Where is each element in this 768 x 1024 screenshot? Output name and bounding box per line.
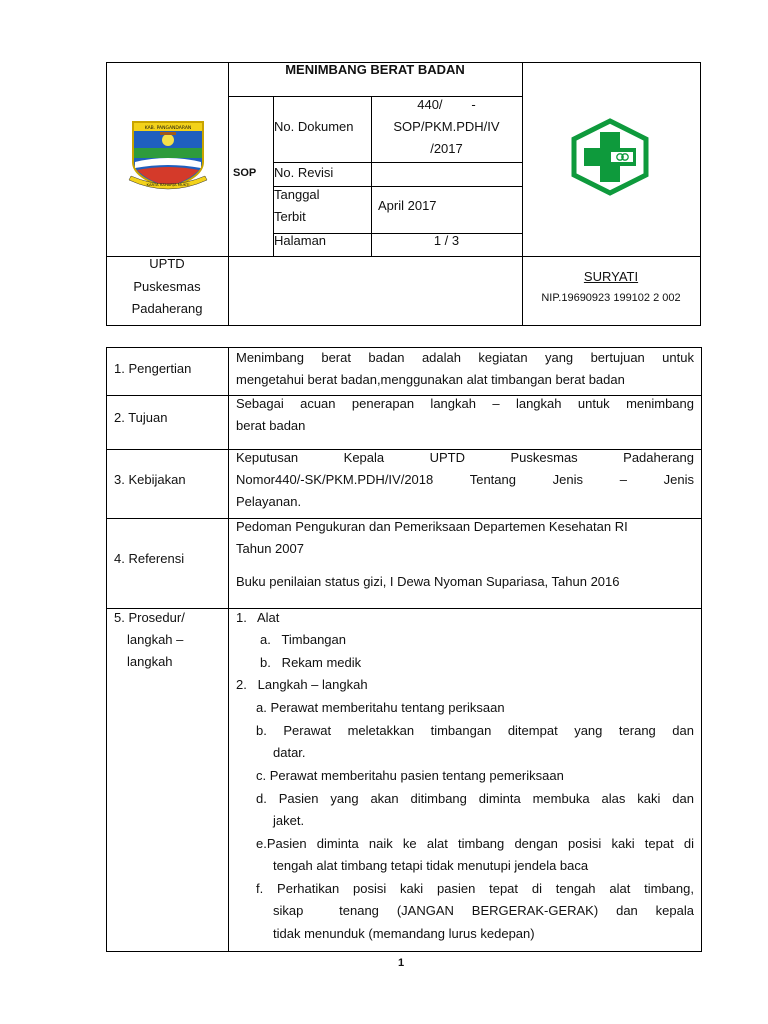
field-label-no-revisi: No. Revisi — [274, 165, 334, 180]
field-value-no-dokumen-2: SOP/PKM.PDH/IV — [393, 119, 500, 134]
pengertian-line-2: mengetahui berat badan,menggunakan alat timbangan berat badan — [236, 372, 625, 387]
section-label-tujuan: 2. Tujuan — [114, 410, 168, 425]
section-label-pengertian: 1. Pengertian — [114, 361, 192, 376]
org-line-1: UPTD — [149, 256, 185, 271]
document-title: MENIMBANG BERAT BADAN — [285, 62, 465, 77]
table-row — [107, 348, 702, 396]
table-row — [107, 396, 702, 450]
table-row — [107, 609, 702, 952]
table-row — [107, 450, 702, 519]
field-label-tanggal: Tanggal — [274, 187, 320, 202]
prosedur-line: a. Perawat memberitahu tentang periksaan — [256, 700, 505, 715]
org-line-3: Padaherang — [131, 301, 203, 316]
referensi-line-2: Tahun 2007 — [236, 541, 304, 556]
regency-emblem-logo — [127, 118, 209, 192]
prosedur-line: datar. — [273, 745, 306, 760]
pengertian-line-1: Menimbang berat badan adalah kegiatan yang bertujuan untuk — [236, 350, 694, 365]
prosedur-line: b. Rekam medik — [260, 655, 362, 670]
org-line-2: Puskesmas — [133, 279, 201, 294]
signer-name: SURYATI — [583, 269, 639, 284]
field-value-halaman: 1 / 3 — [433, 233, 460, 248]
referensi-line-3: Buku penilaian status gizi, I Dewa Nyoman Supariasa, Tahun 2016 — [236, 574, 620, 589]
prosedur-line: d. Pasien yang akan ditimbang diminta membuka alas kaki dan — [256, 791, 694, 806]
section-label-prosedur-3: langkah — [127, 654, 173, 669]
prosedur-line: f. Perhatikan posisi kaki pasien tepat di tengah alat timbang, — [256, 881, 694, 896]
field-label-no-dokumen: No. Dokumen — [274, 119, 354, 134]
prosedur-line: c. Perawat memberitahu pasien tentang pemeriksaan — [256, 768, 564, 783]
prosedur-line: tengah alat timbang tetapi tidak menutupi jendela baca — [273, 858, 589, 873]
kebijakan-line-2: Nomor440/-SK/PKM.PDH/IV/2018 Tentang Jenis – Jenis — [236, 472, 694, 487]
sop-content-table — [106, 347, 702, 952]
sop-label: SOP — [233, 167, 257, 179]
prosedur-line: a. Timbangan — [260, 632, 346, 647]
field-value-no-dokumen-1: 440/ - — [417, 97, 476, 112]
field-value-tanggal-terbit: April 2017 — [378, 198, 437, 213]
prosedur-line: 2. Langkah – langkah — [236, 677, 368, 692]
prosedur-line: b. Perawat meletakkan timbangan ditempat yang terang dan — [256, 723, 694, 738]
field-label-terbit: Terbit — [274, 209, 306, 224]
field-label-halaman: Halaman — [274, 233, 327, 248]
prosedur-line: e.Pasien diminta naik ke alat timbang dengan posisi kaki tepat di — [256, 836, 694, 851]
tujuan-line-2: berat badan — [236, 418, 306, 433]
page-number: 1 — [397, 957, 405, 969]
section-label-prosedur-1: 5. Prosedur/ — [114, 610, 185, 625]
emblem-bottom-text: KARTA RAHARJA MUKTI — [146, 182, 190, 187]
section-label-referensi: 4. Referensi — [114, 551, 185, 566]
emblem-top-text: KAB. PANGANDARAN — [144, 126, 192, 131]
prosedur-line: tidak menunduk (memandang lurus kedepan) — [273, 926, 535, 941]
tujuan-line-1: Sebagai acuan penerapan langkah – langkah untuk menimbang — [236, 396, 694, 411]
referensi-line-1: Pedoman Pengukuran dan Pemeriksaan Departemen Kesehatan RI — [236, 519, 628, 534]
prosedur-line: jaket. — [273, 813, 305, 828]
field-value-no-dokumen-3: /2017 — [430, 141, 463, 156]
table-row — [107, 519, 702, 609]
kebijakan-line-1: Keputusan Kepala UPTD Puskesmas Padaherang — [236, 450, 694, 465]
signer-nip: NIP.19690923 199102 2 002 — [541, 292, 681, 304]
section-label-prosedur-2: langkah – — [127, 632, 184, 647]
puskesmas-logo — [570, 118, 650, 196]
section-label-kebijakan: 3. Kebijakan — [114, 472, 186, 487]
prosedur-line: sikap tenang (JANGAN BERGERAK-GERAK) dan kepala — [273, 903, 694, 918]
kebijakan-line-3: Pelayanan. — [236, 494, 302, 509]
prosedur-line: 1. Alat — [236, 610, 280, 625]
